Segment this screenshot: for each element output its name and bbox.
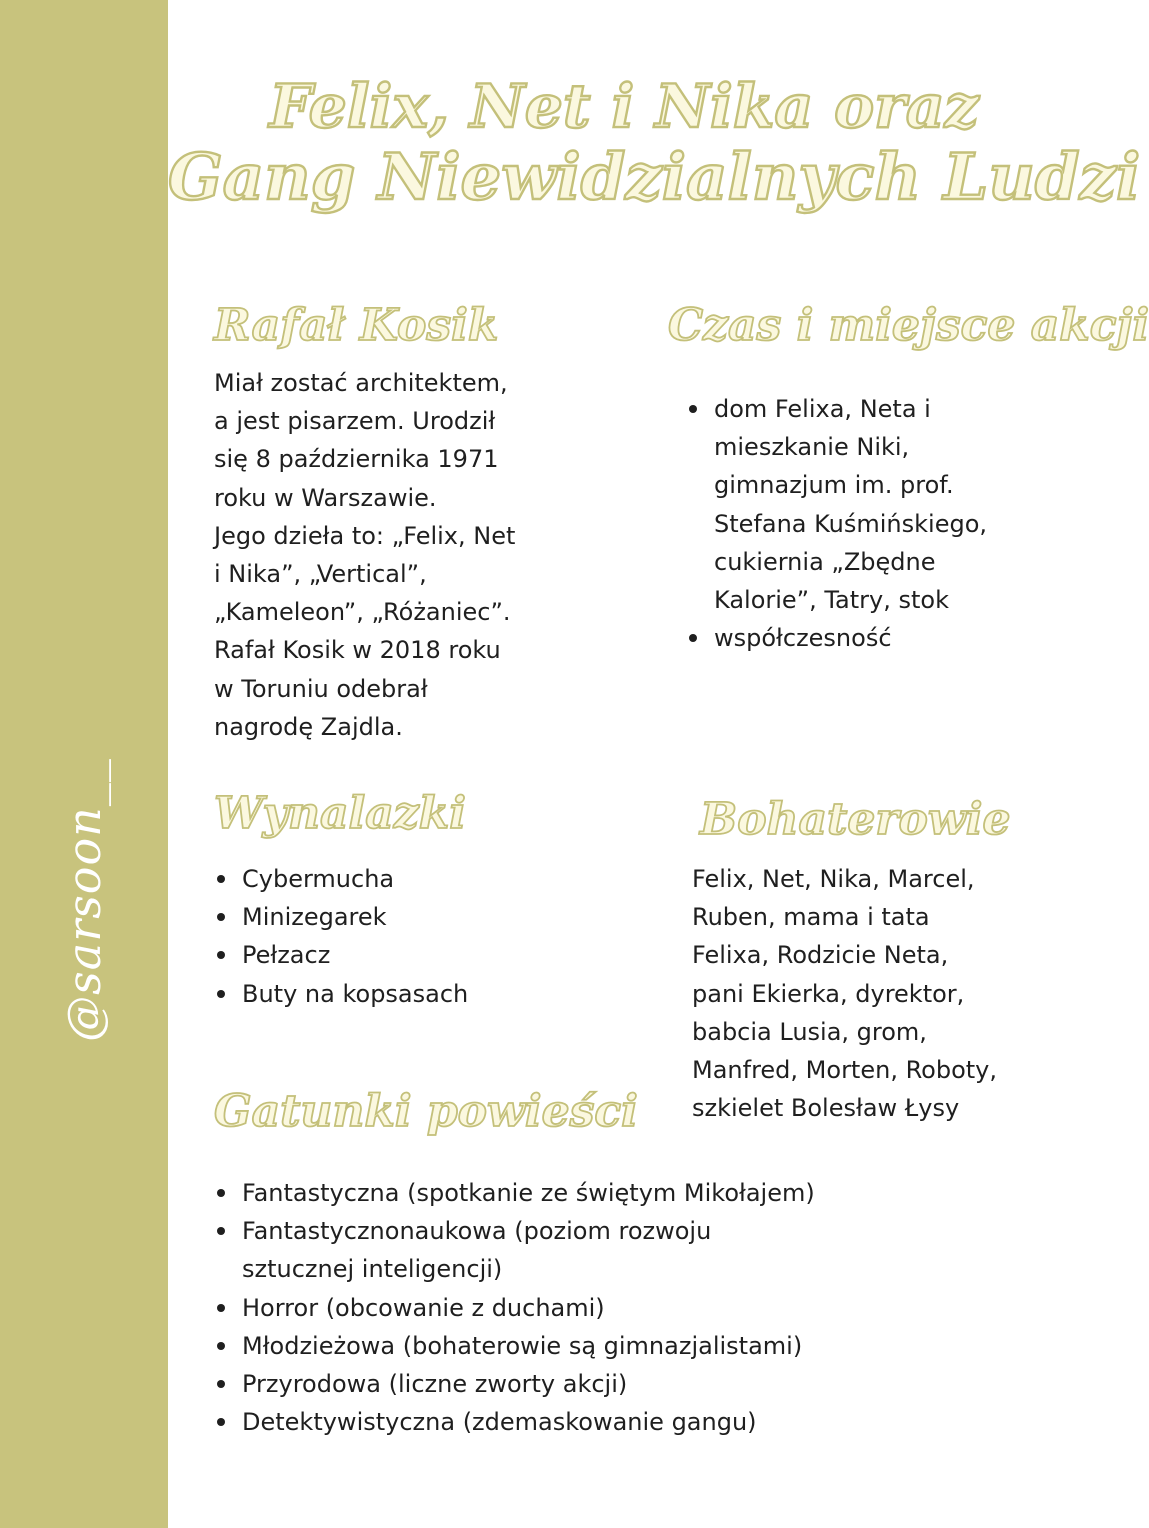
invention-item: Buty na kopsasach [214, 975, 468, 1013]
setting-list [686, 390, 987, 657]
author-heading: Rafał Kosik [214, 300, 499, 351]
page-title-line-2: Gang Niewidzialnych Ludzi [168, 140, 1141, 215]
characters-text [692, 860, 997, 1127]
inventions-heading: Wynalazki [214, 788, 466, 839]
author-bio-line: nagrodę Zajdla. [214, 712, 403, 741]
author-bio-line: a jest pisarzem. Urodził [214, 407, 496, 436]
characters-line: szkielet Bolesław Łysy [692, 1094, 960, 1123]
characters-line: Ruben, mama i tata [692, 903, 930, 932]
genre-item: Przyrodowa (liczne zworty akcji) [214, 1365, 815, 1403]
genres-heading: Gatunki powieści [214, 1086, 638, 1137]
author-bio [214, 364, 515, 746]
author-bio-line: Jego dzieła to: „Felix, Net [214, 521, 516, 550]
author-handle: @sarsoon__ [57, 758, 111, 1042]
genre-item: Fantastycznonaukowa (poziom rozwoju sztucznej inteligencji) [214, 1212, 815, 1288]
invention-item: Pełzacz [214, 936, 468, 974]
inventions-list [214, 860, 468, 1013]
sidebar-stripe [0, 0, 168, 1528]
genre-item: Młodzieżowa (bohaterowie są gimnazjalistami) [214, 1327, 815, 1365]
author-bio-line: w Toruniu odebrał [214, 674, 428, 703]
author-bio-line: i Nika”, „Vertical”, [214, 560, 427, 589]
author-bio-line: Miał zostać architektem, [214, 369, 508, 397]
genre-item: Fantastyczna (spotkanie ze świętym Mikołajem) [214, 1174, 815, 1212]
genre-item: Detektywistyczna (zdemaskowanie gangu) [214, 1403, 815, 1441]
characters-line: babcia Lusia, grom, [692, 1017, 927, 1046]
characters-line: pani Ekierka, dyrektor, [692, 979, 965, 1008]
author-bio-line: się 8 października 1971 [214, 445, 499, 474]
author-bio-line: „Kameleon”, „Różaniec”. [214, 598, 511, 627]
invention-item: Minizegarek [214, 898, 468, 936]
author-bio-line: roku w Warszawie. [214, 483, 437, 512]
setting-heading: Czas i miejsce akcji [668, 300, 1149, 351]
characters-line: Felix, Net, Nika, Marcel, [692, 865, 975, 893]
genre-item: Horror (obcowanie z duchami) [214, 1289, 815, 1327]
page-title-line-1: Felix, Net i Nika oraz [269, 72, 979, 142]
author-bio-line: Rafał Kosik w 2018 roku [214, 636, 501, 665]
setting-item: dom Felixa, Neta i mieszkanie Niki, gimnazjum im. prof. Stefana Kuśmińskiego, cukiernia „Zbędne Kalorie”, Tatry, stok [686, 390, 987, 619]
invention-item: Cybermucha [214, 860, 468, 898]
setting-item: współczesność [686, 619, 987, 657]
characters-line: Manfred, Morten, Roboty, [692, 1056, 998, 1085]
characters-line: Felixa, Rodzicie Neta, [692, 941, 949, 970]
characters-heading: Bohaterowie [700, 794, 1011, 845]
genres-list [214, 1174, 815, 1441]
